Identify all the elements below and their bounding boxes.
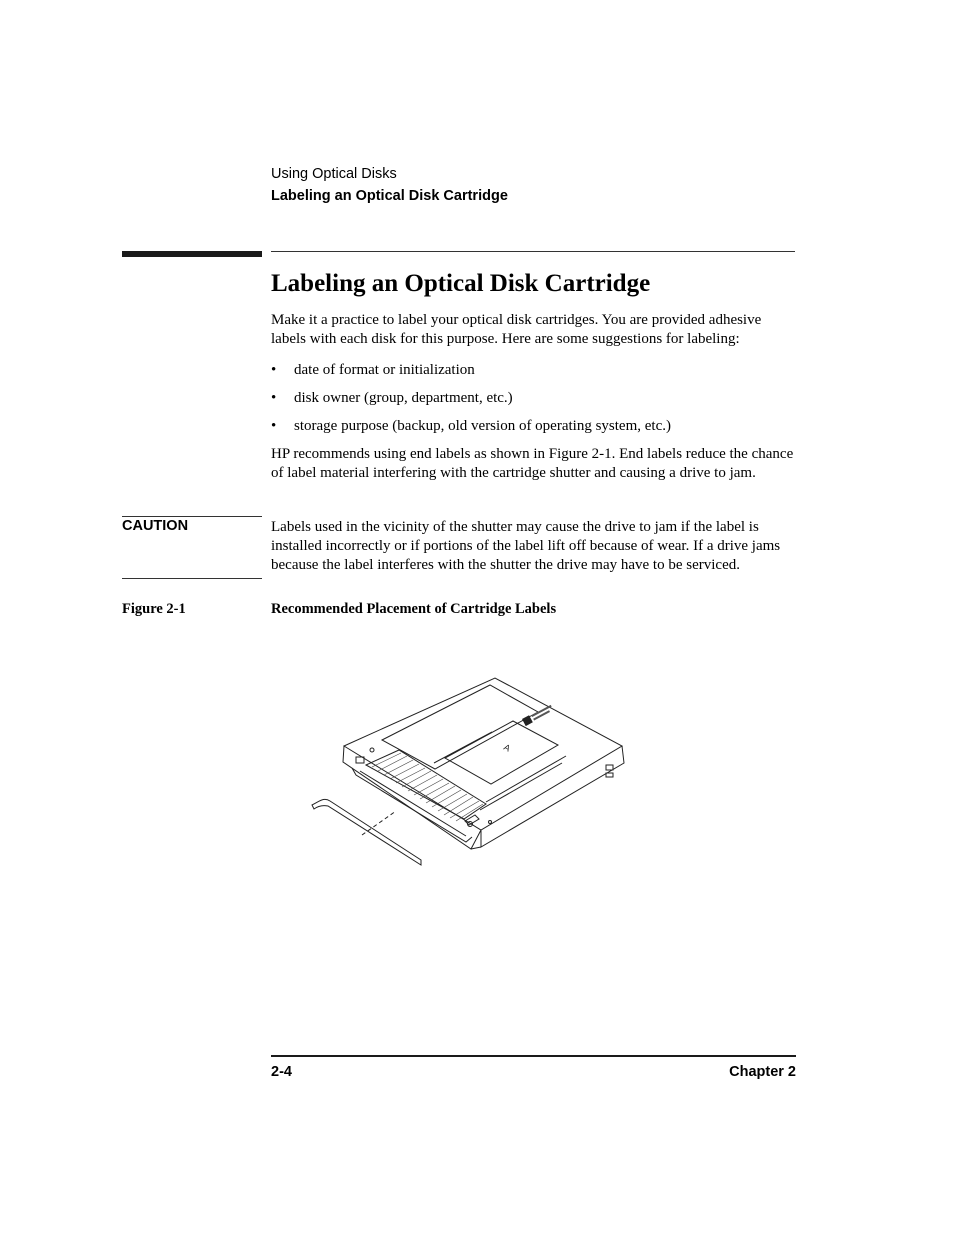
shutter [366, 750, 486, 819]
section-title: Labeling an Optical Disk Cartridge [271, 270, 651, 297]
caution-rule-bottom [122, 578, 262, 579]
cartridge-right-edge [481, 746, 624, 847]
footer-chapter: Chapter 2 [729, 1064, 796, 1080]
hp-logo [522, 704, 554, 726]
section-rule-thin [271, 251, 795, 252]
section-rule-thick [122, 251, 262, 257]
footer-rule [271, 1055, 796, 1057]
shutter-hatching [372, 753, 483, 821]
front-slot [352, 768, 472, 842]
caution-rule-top [122, 516, 262, 517]
figure-caption: Recommended Placement of Cartridge Labels [271, 601, 557, 617]
bullet-text: disk owner (group, department, etc.) [294, 390, 513, 406]
cartridge-top-face [344, 678, 622, 830]
bullet-marker: • [271, 362, 277, 378]
cartridge-illustration [300, 625, 635, 915]
bullet-text: date of format or initialization [294, 362, 475, 378]
recommendation-paragraph: HP recommends using end labels as shown in Figure 2-1. End labels reduce the chance of label material interfering with the cartridge shutter and causing a drive to jam. [271, 446, 794, 481]
end-label-letter: A [502, 741, 513, 754]
upper-label-area [382, 685, 538, 769]
bullet-marker: • [271, 390, 277, 406]
running-header-chapter: Using Optical Disks [271, 166, 397, 182]
caution-label: CAUTION [122, 518, 189, 534]
dashed-guide [362, 811, 396, 835]
adhesive-label-strip [312, 799, 421, 865]
figure-number: Figure 2-1 [122, 601, 186, 617]
page-number: 2-4 [271, 1064, 292, 1080]
running-header-section: Labeling an Optical Disk Cartridge [271, 188, 508, 204]
side-notch [606, 765, 613, 770]
side-notch [606, 773, 613, 777]
intro-paragraph: Make it a practice to label your optical disk cartridges. You are provided adhesive labels with each disk for this purpose. Here are some suggestions for labeling: [271, 312, 762, 347]
bullet-marker: • [271, 418, 277, 434]
bullet-text: storage purpose (backup, old version of operating system, etc.) [294, 418, 671, 434]
caution-text: Labels used in the vicinity of the shutter may cause the drive to jam if the label is installed incorrectly or if portions of the label lift off because of wear. If a drive jams because the label interferes with the shutter the drive may have to be serviced. [271, 519, 781, 573]
